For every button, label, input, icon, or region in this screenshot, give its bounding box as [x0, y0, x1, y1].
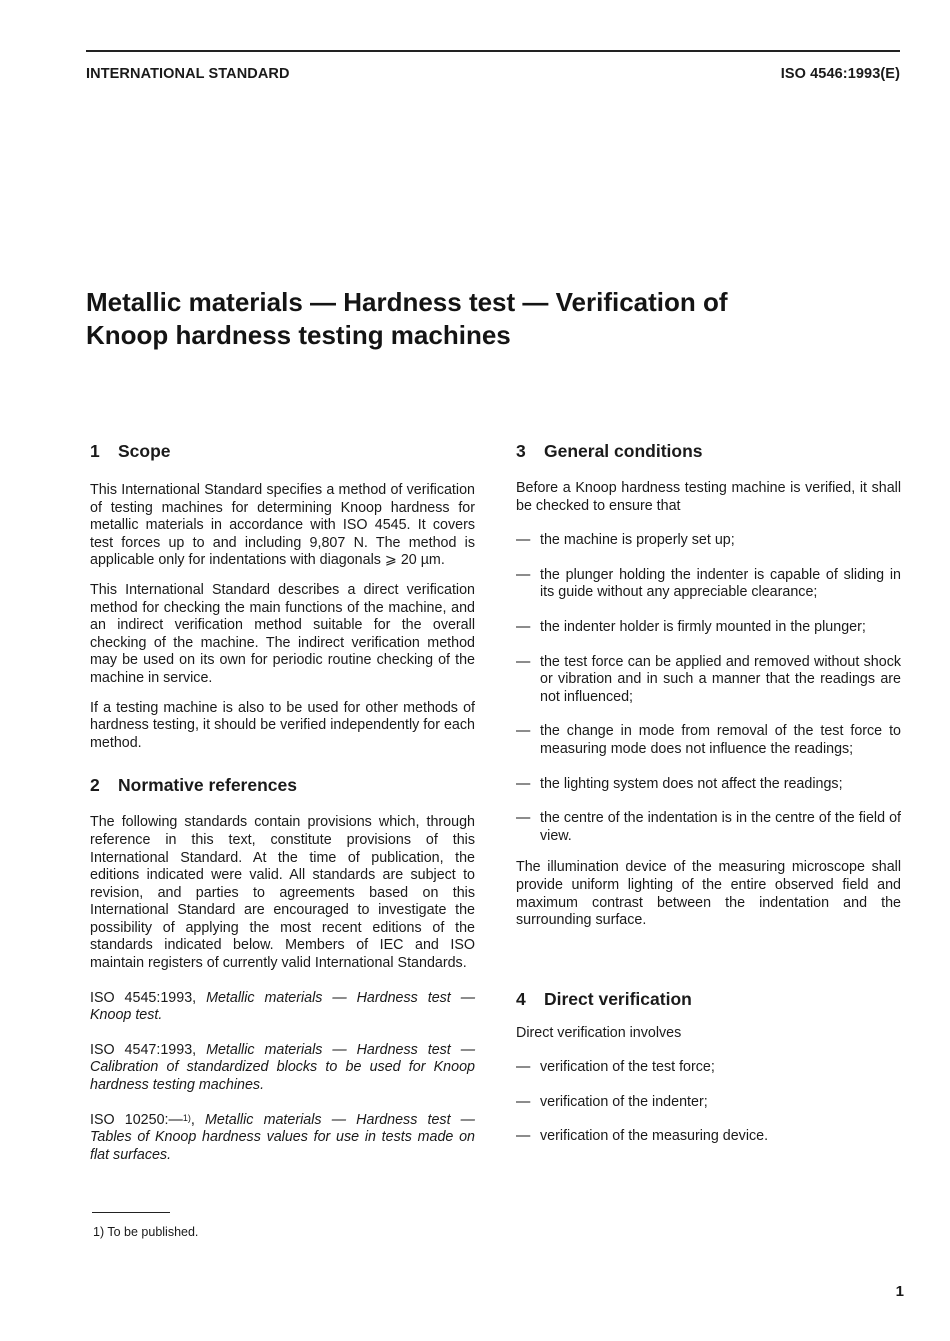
dash-mark: —	[516, 532, 531, 549]
reference-code: ISO 4545:1993,	[90, 989, 197, 1006]
section-title: Direct verification	[544, 988, 692, 1009]
reference-title: Metallic materials — Hardness test — Tables of Knoop hardness values for use in tests made on flat surfaces.	[90, 1111, 475, 1163]
page-number: 1	[895, 1283, 904, 1300]
reference-item	[90, 1042, 475, 1095]
list-item	[516, 532, 901, 550]
section-title: General conditions	[544, 441, 703, 461]
reference-code: ISO 4547:1993,	[90, 1041, 197, 1058]
list-item-text: verification of the test force;	[540, 1059, 715, 1076]
list-item-text: the change in mode from removal of the test force to measuring mode does not influence the readings;	[540, 723, 901, 757]
list-item	[516, 810, 901, 845]
dash-mark: —	[516, 653, 531, 670]
dash-mark: —	[516, 566, 531, 583]
page-title	[86, 286, 866, 352]
reference-item	[90, 1112, 475, 1165]
section-3-heading	[516, 440, 901, 462]
section-4-heading	[516, 988, 901, 1010]
list-item	[516, 1094, 901, 1112]
section-number: 1	[90, 441, 100, 461]
list-item	[516, 1128, 901, 1146]
list-item-text: the lighting system does not affect the readings;	[540, 775, 843, 792]
scope-paragraph-1: This International Standard specifies a method of verification of testing machines for determining Knoop hardness for metallic materials in accordance with ISO 4545. It covers test forces up to and including 9,807 N. The method is applicable only for indentations with diagonals ⩾ 20 µm.	[90, 482, 475, 569]
dash-mark: —	[516, 1059, 531, 1076]
list-item	[516, 654, 901, 707]
title-line-2: Knoop hardness testing machines	[86, 320, 511, 350]
dash-mark: —	[516, 618, 531, 635]
document-number: ISO 4546:1993(E)	[780, 66, 900, 82]
section-number: 3	[516, 441, 526, 461]
list-item	[516, 776, 901, 794]
left-column	[90, 440, 475, 1164]
reference-title: Metallic materials — Hardness test — Knoop test.	[90, 989, 475, 1024]
list-item	[516, 567, 901, 602]
normative-paragraph: The following standards contain provisions which, through reference in this text, constitute provisions of this International Standard. At the time of publication, the editions indicated were valid. All standards are subject to revision, and parties to agreements based on this International Standard are encouraged to investigate the possibility of applying the most recent editions of the standards indicated below. Members of IEC and ISO maintain registers of currently valid International Standards.	[90, 814, 475, 972]
list-item	[516, 723, 901, 758]
dash-mark: —	[516, 1128, 531, 1145]
dash-mark: —	[516, 1093, 531, 1110]
scope-paragraph-3: If a testing machine is also to be used for other methods of hardness testing, it should be verified independently for each method.	[90, 699, 475, 751]
general-intro: Before a Knoop hardness testing machine is verified, it shall be checked to ensure that	[516, 480, 901, 514]
list-item-text: the centre of the indentation is in the centre of the field of view.	[540, 810, 901, 844]
header-rule	[86, 50, 900, 52]
list-item-text: verification of the measuring device.	[540, 1128, 769, 1145]
title-line-1: Metallic materials — Hardness test — Verification of	[86, 287, 728, 317]
reference-title: Metallic materials — Hardness test — Calibration of standardized blocks to be used for Knoop hardness testing machines.	[90, 1041, 475, 1094]
footnote-rule	[92, 1212, 170, 1213]
scope-paragraph-2: This International Standard describes a direct verification method for checking the main functions of the machine, and an indirect verification method suitable for the overall checking of the machine. The indirect verification method may be used on its own for periodic routine checking of the machine in service.	[90, 581, 475, 686]
dash-mark: —	[516, 723, 531, 740]
right-column	[516, 440, 901, 1146]
dash-mark: —	[516, 810, 531, 827]
section-title: Scope	[118, 441, 171, 461]
list-item-text: the plunger holding the indenter is capable of sliding in its guide without any appreciable clearance;	[540, 566, 901, 601]
section-title: Normative references	[118, 775, 297, 796]
section-number: 2	[90, 775, 100, 796]
footnote-marker: 1)	[182, 1112, 191, 1123]
document-type-label: INTERNATIONAL STANDARD	[86, 66, 290, 82]
direct-intro: Direct verification involves	[516, 1024, 682, 1041]
section-1-heading	[90, 440, 475, 462]
list-item-text: the test force can be applied and removed without shock or vibration and in such a manner that the readings are not influenced;	[540, 653, 901, 705]
list-item-text: verification of the indenter;	[540, 1093, 708, 1110]
dash-mark: —	[516, 775, 531, 792]
footnote: 1) To be published.	[93, 1225, 199, 1239]
section-number: 4	[516, 988, 526, 1009]
reference-code: ISO 10250:—	[90, 1111, 183, 1128]
section-2-heading	[90, 774, 475, 796]
list-item	[516, 619, 901, 637]
reference-comma: ,	[190, 1111, 195, 1128]
list-item-text: the machine is properly set up;	[540, 532, 735, 549]
list-item	[516, 1059, 901, 1077]
general-closing: The illumination device of the measuring microscope shall provide uniform lighting of the entire observed field and maximum contrast between the indentation and the surrounding surface.	[516, 859, 901, 929]
reference-item	[90, 990, 475, 1025]
list-item-text: the indenter holder is firmly mounted in the plunger;	[540, 618, 866, 635]
